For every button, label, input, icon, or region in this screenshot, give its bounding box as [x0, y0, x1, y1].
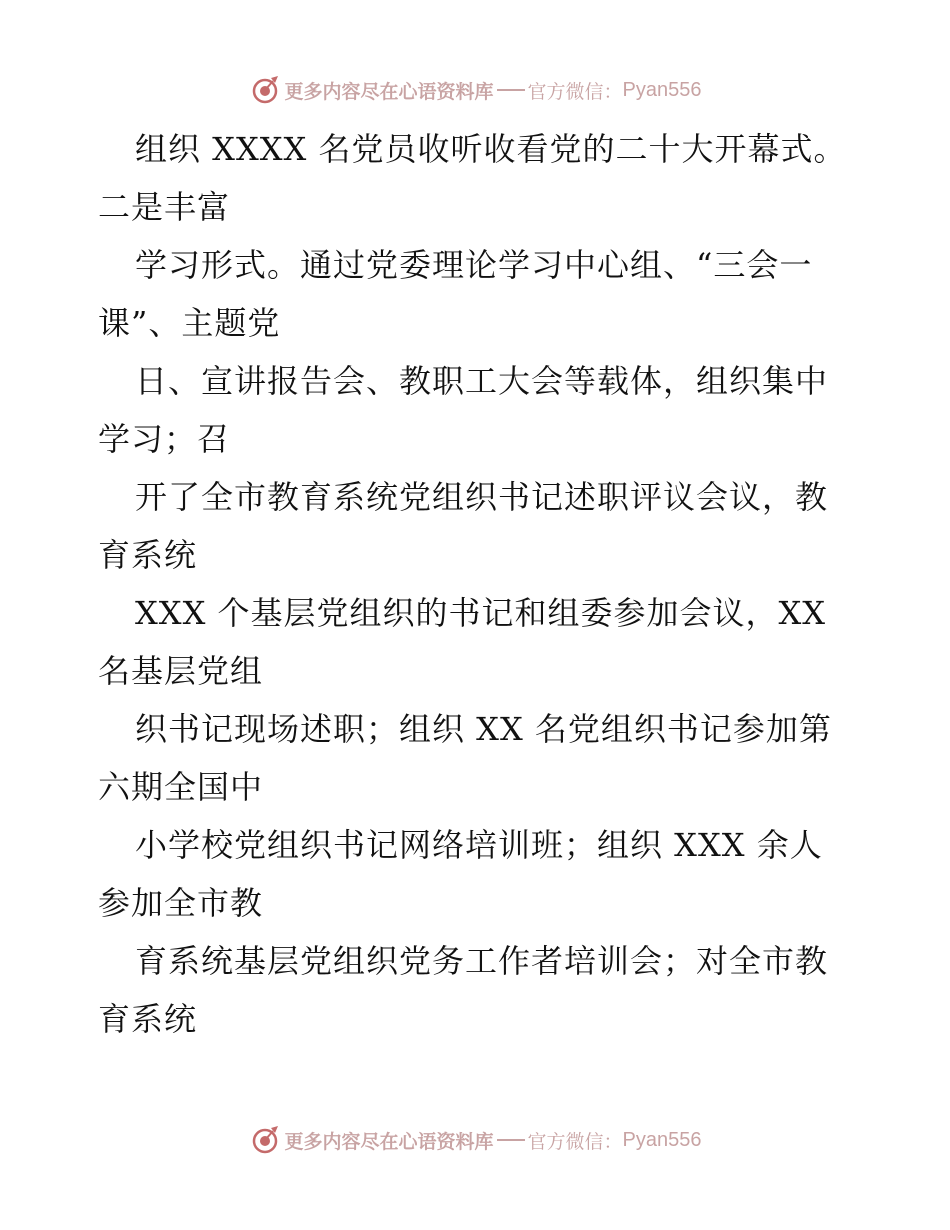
text-line: 学习形式。通过党委理论学习中心组、“三会一 [135, 246, 813, 284]
text-line: 日、宣讲报告会、教职工大会等载体，组织集中 [135, 362, 829, 400]
watermark-dash [497, 89, 525, 91]
text-line: 名基层党组 [98, 652, 264, 690]
text-line: 二是丰富 [98, 188, 231, 226]
text-line: 组织 XXXX 名党员收听收看党的二十大开幕式。 [135, 130, 847, 168]
header-watermark [0, 70, 950, 110]
watermark-wechat-id: Pyan556 [622, 78, 702, 101]
text-line: 六期全国中 [98, 768, 264, 806]
text-line: 育系统 [98, 536, 198, 574]
footer-watermark [0, 1120, 950, 1160]
watermark-wechat-label: 官方微信： [527, 1130, 623, 1153]
text-line: 课”、主题党 [98, 304, 281, 342]
text-line: 育系统基层党组织党务工作者培训会；对全市教 [135, 942, 829, 980]
pen-seal-icon [249, 1124, 281, 1156]
watermark-text: 更多内容尽在心语资料库 [284, 1130, 494, 1153]
text-line: 育系统 [98, 1000, 198, 1038]
text-line: 小学校党组织书记网络培训班；组织 XXX 余人 [135, 826, 823, 864]
text-line: 织书记现场述职；组织 XX 名党组织书记参加第 [135, 710, 832, 748]
text-line: XXX 个基层党组织的书记和组委参加会议，XX [135, 594, 827, 632]
watermark-wechat-id: Pyan556 [622, 1128, 702, 1151]
text-line: 参加全市教 [98, 884, 264, 922]
watermark-dash [497, 1139, 525, 1141]
watermark-text: 更多内容尽在心语资料库 [284, 80, 494, 103]
text-line: 开了全市教育系统党组织书记述职评议会议，教 [135, 478, 829, 516]
pen-seal-icon [249, 74, 281, 106]
watermark-wechat-label: 官方微信： [527, 80, 623, 103]
text-line: 学习；召 [98, 420, 231, 458]
document-body [98, 120, 888, 1048]
